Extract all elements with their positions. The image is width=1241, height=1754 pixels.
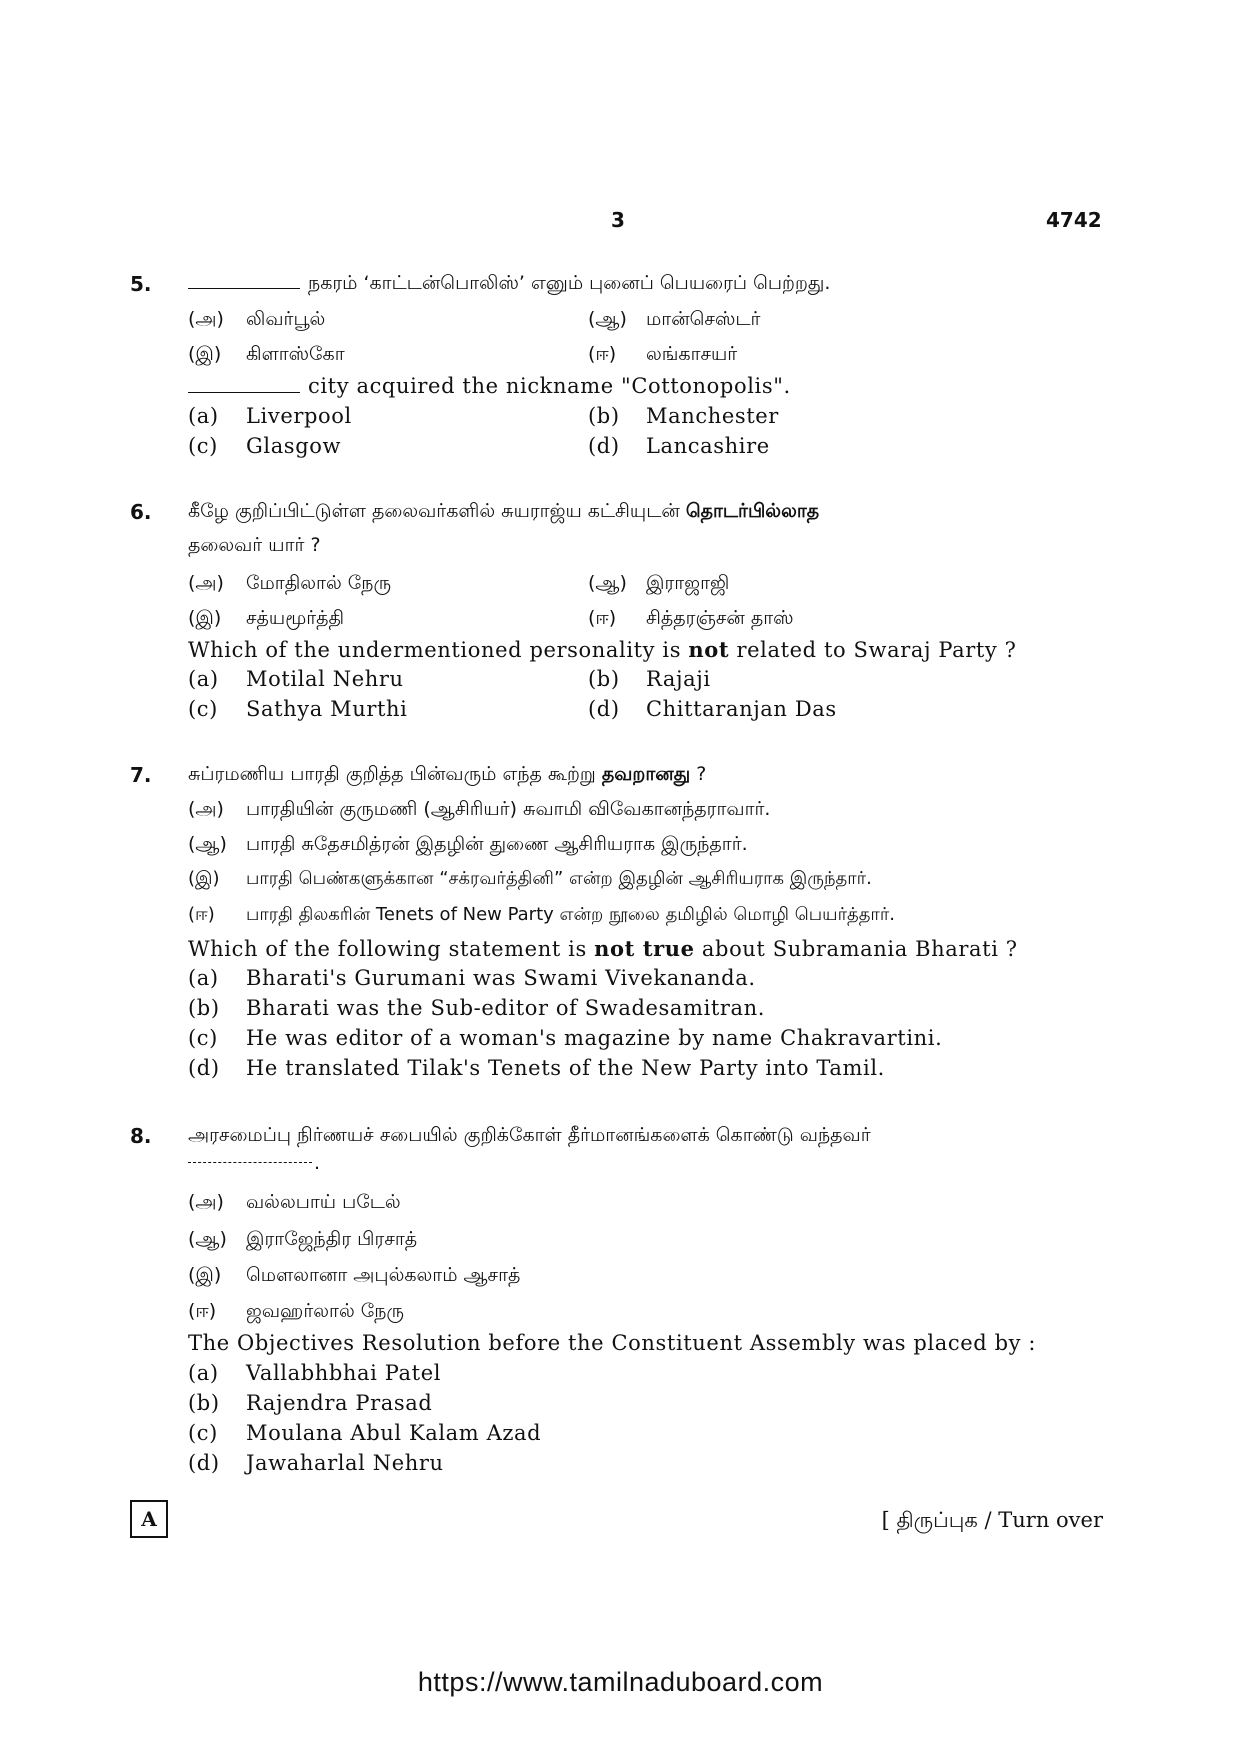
question-7-english-text: Which of the following statement is not true about Subramania Bharati ? bbox=[188, 936, 1018, 961]
question-5-tamil-option-c: (இ) கிளாஸ்கோ bbox=[188, 343, 345, 365]
question-7-english-option-a: (a) Bharati's Gurumani was Swami Vivekananda. bbox=[188, 966, 756, 990]
question-7-tamil-option-b: (ஆ) பாரதி சுதேசமித்ரன் இதழின் துணை ஆசிரியராக இருந்தார். bbox=[188, 833, 748, 855]
question-7-tamil-option-d: (ஈ) பாரதி திலகரின் Tenets of New Party என்ற நூலை தமிழில் மொழி பெயர்த்தார். bbox=[188, 904, 895, 925]
question-5-tamil-option-b: (ஆ) மான்செஸ்டர் bbox=[588, 308, 761, 330]
question-6-english-option-b: (b) Rajaji bbox=[588, 667, 711, 691]
question-6-tamil-option-a: (அ) மோதிலால் நேரு bbox=[188, 572, 392, 594]
question-8-tamil-option-b: (ஆ) இராஜேந்திர பிரசாத் bbox=[188, 1228, 418, 1250]
answer-blank bbox=[188, 1162, 312, 1163]
question-7-tamil-text: சுப்ரமணிய பாரதி குறித்த பின்வரும் எந்த கூற்று தவறானது ? bbox=[188, 763, 707, 785]
question-6-number: 6. bbox=[130, 500, 152, 524]
question-5-english-option-c: (c) Glasgow bbox=[188, 434, 342, 458]
turn-over-note: [ திருப்புக / Turn over bbox=[881, 1508, 1103, 1532]
question-5-tamil-option-a: (அ) லிவர்பூல் bbox=[188, 308, 326, 330]
page-number: 3 bbox=[611, 208, 625, 232]
question-5-tamil-text: நகரம் ‘காட்டன்பொலிஸ்’ எனும் புனைப் பெயரைப் பெற்றது. bbox=[188, 272, 830, 297]
question-5-number: 5. bbox=[130, 272, 152, 296]
question-8-tamil-dot: . bbox=[314, 1152, 321, 1174]
question-8-tamil-option-d: (ஈ) ஜவஹர்லால் நேரு bbox=[188, 1300, 405, 1322]
question-7-tamil-option-c: (இ) பாரதி பெண்களுக்கான “சக்ரவர்த்தினி” என்ற இதழின் ஆசிரியராக இருந்தார். bbox=[188, 868, 872, 889]
question-6-tamil-option-d: (ஈ) சித்தரஞ்சன் தாஸ் bbox=[588, 607, 794, 629]
question-8-tamil-text: அரசமைப்பு நிர்ணயச் சபையில் குறிக்கோள் தீர்மானங்களைக் கொண்டு வந்தவர் bbox=[188, 1124, 871, 1146]
question-7-english-option-b: (b) Bharati was the Sub-editor of Swadesamitran. bbox=[188, 996, 766, 1020]
question-8-tamil-option-c: (இ) மௌலானா அபுல்கலாம் ஆசாத் bbox=[188, 1264, 521, 1286]
question-8-english-option-a: (a) Vallabhbhai Patel bbox=[188, 1361, 442, 1385]
question-6-english-option-d: (d) Chittaranjan Das bbox=[588, 697, 837, 721]
question-6-english-option-c: (c) Sathya Murthi bbox=[188, 697, 408, 721]
question-8-english-option-b: (b) Rajendra Prasad bbox=[188, 1391, 433, 1415]
question-7-tamil-option-a: (அ) பாரதியின் குருமணி (ஆசிரியர்) சுவாமி விவேகானந்தராவார். bbox=[188, 798, 771, 820]
question-7-number: 7. bbox=[130, 763, 152, 787]
question-5-english-text: city acquired the nickname "Cottonopolis". bbox=[188, 374, 791, 398]
question-8-english-text: The Objectives Resolution before the Constituent Assembly was placed by : bbox=[188, 1331, 1037, 1355]
answer-blank bbox=[188, 287, 300, 289]
question-6-tamil-option-c: (இ) சத்யமூர்த்தி bbox=[188, 607, 345, 629]
question-8-number: 8. bbox=[130, 1124, 152, 1148]
footer-url[interactable]: https://www.tamilnaduboard.com bbox=[417, 1667, 824, 1697]
exam-code: 4742 bbox=[1046, 208, 1102, 232]
question-6-english-text: Which of the undermentioned personality is not related to Swaraj Party ? bbox=[188, 637, 1017, 662]
question-5-english-option-a: (a) Liverpool bbox=[188, 404, 352, 428]
question-8-tamil-option-a: (அ) வல்லபாய் படேல் bbox=[188, 1191, 401, 1213]
question-5-english-option-b: (b) Manchester bbox=[588, 404, 779, 428]
question-5-tamil-option-d: (ஈ) லங்காசயர் bbox=[588, 343, 738, 365]
question-6-tamil-option-b: (ஆ) இராஜாஜி bbox=[588, 572, 730, 594]
question-8-english-option-d: (d) Jawaharlal Nehru bbox=[188, 1451, 444, 1475]
question-5-english-option-d: (d) Lancashire bbox=[588, 434, 770, 458]
answer-blank bbox=[188, 391, 300, 393]
question-6-tamil-text-line2: தலைவர் யார் ? bbox=[188, 534, 321, 556]
question-8-english-option-c: (c) Moulana Abul Kalam Azad bbox=[188, 1421, 542, 1445]
booklet-series-box: A bbox=[130, 1500, 168, 1538]
question-6-tamil-text: கீழே குறிப்பிட்டுள்ள தலைவர்களில் சுயராஜ்ய கட்சியுடன் தொடர்பில்லாத bbox=[188, 500, 820, 522]
question-7-english-option-d: (d) He translated Tilak's Tenets of the New Party into Tamil. bbox=[188, 1056, 885, 1080]
question-6-english-option-a: (a) Motilal Nehru bbox=[188, 667, 404, 691]
question-7-english-option-c: (c) He was editor of a woman's magazine by name Chakravartini. bbox=[188, 1026, 943, 1050]
